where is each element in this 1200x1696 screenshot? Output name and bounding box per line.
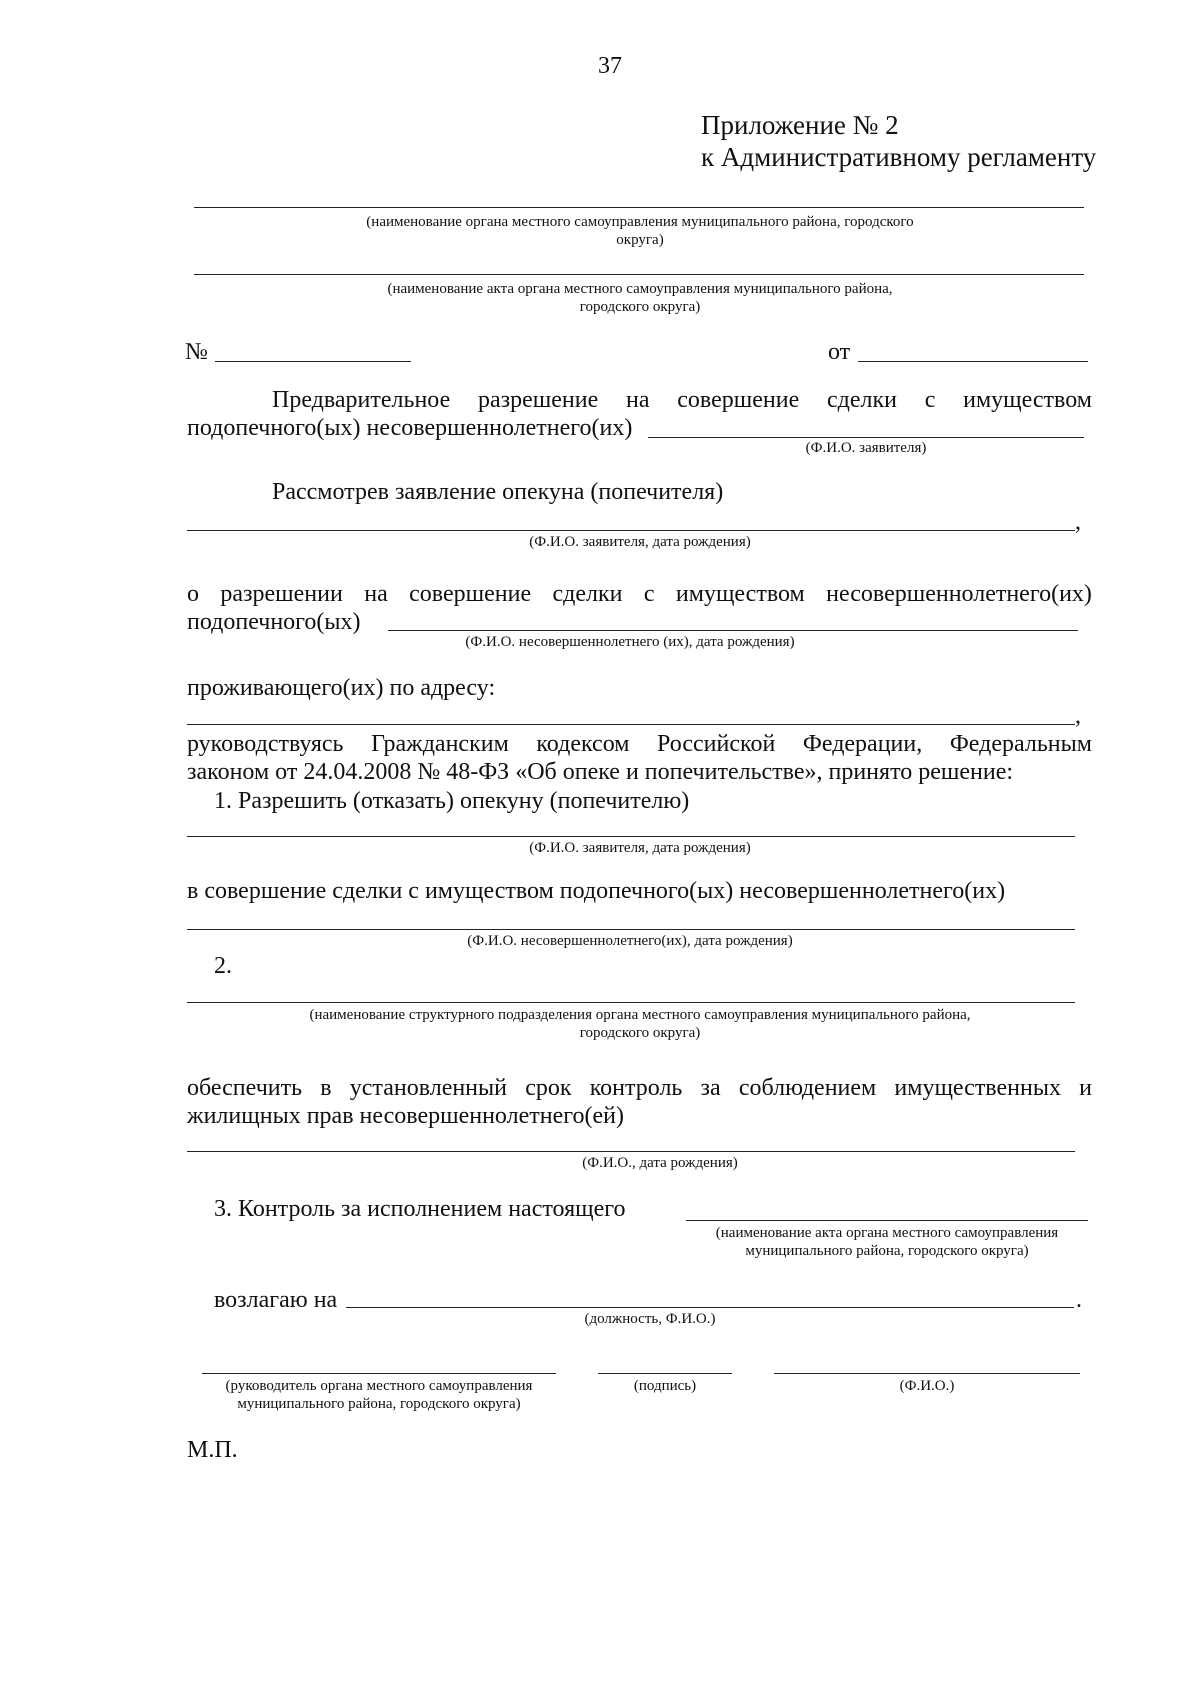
subdivision-caption: (наименование структурного подразделения органа местного самоуправления муниципального района, городского округа) xyxy=(309,1007,971,1041)
ward-label: подопечного(ых) xyxy=(187,609,361,635)
position-field[interactable] xyxy=(346,1307,1074,1308)
guided-word: Федеральным xyxy=(949,731,1092,757)
period: . xyxy=(1076,1287,1082,1313)
signature-field[interactable] xyxy=(598,1373,732,1374)
item-3: 3. Контроль за исполнением настоящего xyxy=(214,1196,626,1222)
guardian-field-2[interactable] xyxy=(187,836,1075,837)
guided-word: Гражданским xyxy=(371,731,509,757)
item-1: 1. Разрешить (отказать) опекуну (попечителю) xyxy=(214,788,690,814)
ensure-word: контроль xyxy=(589,1075,683,1101)
page-number: 37 xyxy=(598,53,622,79)
date-label: от xyxy=(828,339,851,365)
title-line-1 xyxy=(272,386,1092,414)
item-2: 2. xyxy=(214,953,232,979)
act-name-field-2[interactable] xyxy=(686,1220,1088,1221)
title-word: совершение xyxy=(677,387,800,413)
title-word: сделки xyxy=(826,387,897,413)
applicant-caption: (Ф.И.О. заявителя) xyxy=(805,440,927,456)
minor-field-2[interactable] xyxy=(187,929,1075,930)
guided-word: руководствуясь xyxy=(187,731,344,757)
ensure-line xyxy=(187,1074,1092,1102)
permission-word: разрешении xyxy=(220,581,343,607)
signature-caption: (подпись) xyxy=(633,1378,697,1394)
comma: , xyxy=(1075,509,1081,535)
act-name-caption-2: (наименование акта органа местного самоуправления муниципального района, городского округа) xyxy=(715,1225,1059,1259)
minor-caption-3: (Ф.И.О., дата рождения) xyxy=(582,1155,738,1171)
guided-word: Федерации, xyxy=(802,731,923,757)
guardian-field[interactable] xyxy=(187,530,1075,531)
fio-field[interactable] xyxy=(774,1373,1080,1374)
ensure-word: срок xyxy=(525,1075,572,1101)
minor-field-3[interactable] xyxy=(187,1151,1075,1152)
appendix-title: Приложение № 2 xyxy=(701,110,899,140)
permission-line xyxy=(187,580,1092,608)
minor-field[interactable] xyxy=(388,630,1078,631)
organ-name-caption: (наименование органа местного самоуправления муниципального района, городского округа) xyxy=(366,214,914,248)
address-field[interactable] xyxy=(187,724,1075,725)
guided-word: Российской xyxy=(657,731,776,757)
ensure-word: соблюдением xyxy=(738,1075,877,1101)
title-word: на xyxy=(626,387,650,413)
comma: , xyxy=(1075,703,1081,729)
guided-line xyxy=(187,730,1092,758)
title-word: Предварительное xyxy=(272,387,451,413)
ensure-word: в xyxy=(320,1075,332,1101)
minor-caption-2: (Ф.И.О. несовершеннолетнего(их), дата рождения) xyxy=(467,933,793,949)
ensure-word: обеспечить xyxy=(187,1075,303,1101)
law-line: законом от 24.04.2008 № 48-ФЗ «Об опеке и попечительстве», принято решение: xyxy=(187,759,1014,785)
transaction-text: в совершение сделки с имуществом подопечного(ых) несовершеннолетнего(их) xyxy=(187,878,1006,904)
minor-caption: (Ф.И.О. несовершеннолетнего (их), дата рождения) xyxy=(465,634,795,650)
subdivision-field[interactable] xyxy=(187,1002,1075,1003)
ensure-word: и xyxy=(1079,1075,1092,1101)
organ-name-field[interactable] xyxy=(194,207,1084,208)
act-name-field[interactable] xyxy=(194,274,1084,275)
fio-caption: (Ф.И.О.) xyxy=(899,1378,955,1394)
permission-word: сделки xyxy=(552,581,623,607)
title-line-2: подопечного(ых) несовершеннолетнего(их) xyxy=(187,415,633,441)
guardian-caption: (Ф.И.О. заявителя, дата рождения) xyxy=(529,534,751,550)
considered-text: Рассмотрев заявление опекуна (попечителя) xyxy=(272,479,724,505)
guardian-caption-2: (Ф.И.О. заявителя, дата рождения) xyxy=(529,840,751,856)
permission-word: совершение xyxy=(409,581,532,607)
permission-word: на xyxy=(364,581,388,607)
ensure-word: за xyxy=(700,1075,721,1101)
act-name-caption: (наименование акта органа местного самоуправления муниципального района, городского округа) xyxy=(387,281,893,315)
residing-label: проживающего(их) по адресу: xyxy=(187,675,496,701)
permission-word: несовершеннолетнего(их) xyxy=(826,581,1092,607)
date-field[interactable] xyxy=(858,361,1088,362)
appendix-subtitle: к Административному регламенту xyxy=(701,142,1097,172)
title-word: имуществом xyxy=(963,387,1092,413)
ensure-word: установленный xyxy=(349,1075,507,1101)
ensure-word: имущественных xyxy=(894,1075,1061,1101)
position-caption: (должность, Ф.И.О.) xyxy=(584,1311,716,1327)
number-label: № xyxy=(185,339,208,365)
guided-word: кодексом xyxy=(536,731,630,757)
permission-word: о xyxy=(187,581,199,607)
applicant-field[interactable] xyxy=(648,437,1084,438)
stamp-place: М.П. xyxy=(187,1437,238,1463)
head-caption: (руководитель органа местного самоуправления муниципального района, городского округа) xyxy=(225,1378,533,1412)
head-signature-field[interactable] xyxy=(202,1373,556,1374)
title-word: разрешение xyxy=(478,387,599,413)
housing-text: жилищных прав несовершеннолетнего(ей) xyxy=(187,1103,624,1129)
permission-word: с xyxy=(643,581,655,607)
number-field[interactable] xyxy=(215,361,411,362)
permission-word: имуществом xyxy=(675,581,805,607)
title-word: с xyxy=(924,387,936,413)
impose-label: возлагаю на xyxy=(214,1287,338,1313)
